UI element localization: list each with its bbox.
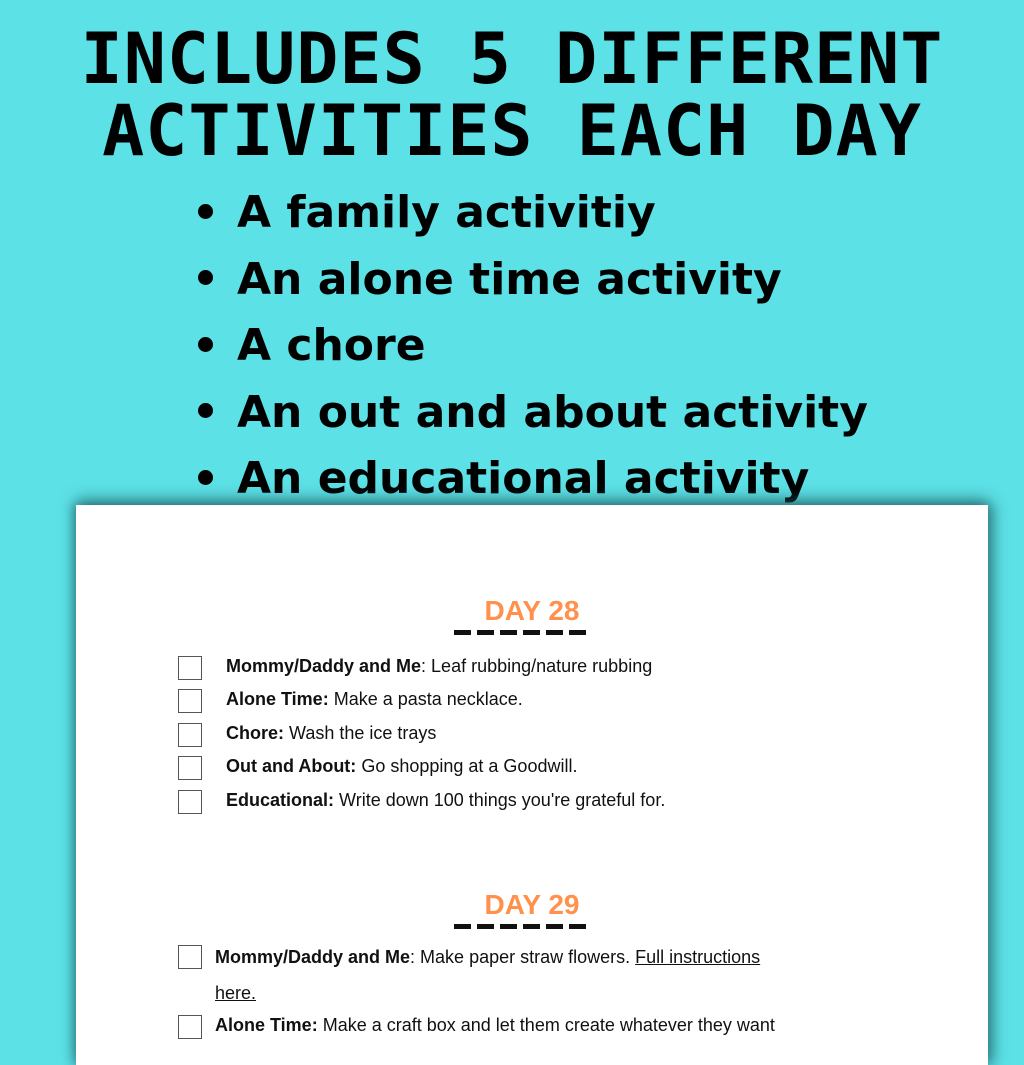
day-title: DAY 28 [484,595,580,626]
bullet-icon [198,204,213,219]
checkbox[interactable] [178,723,202,747]
bullet-item: An out and about activity [198,380,868,447]
checklist-row: Chore: Wash the ice trays [178,723,436,747]
checklist-row: Educational: Write down 100 things you're grateful for. [178,790,665,814]
checkbox[interactable] [178,1015,202,1039]
headline [0,18,1024,172]
checkbox[interactable] [178,756,202,780]
activity-bullet-list [198,180,868,513]
checkbox[interactable] [178,945,202,969]
headline-line-2: ACTIVITIES EACH DAY [102,90,922,172]
headline-line-1: INCLUDES 5 DIFFERENT [80,18,944,100]
checklist-row: Alone Time: Make a pasta necklace. [178,689,523,713]
checkbox[interactable] [178,689,202,713]
dashed-underline [454,924,586,929]
bullet-icon [198,403,213,418]
checklist-row: Mommy/Daddy and Me: Leaf rubbing/nature rubbing [178,656,652,680]
checklist-row: Alone Time: Make a craft box and let them create whatever they want [178,1015,775,1039]
bullet-item: A family activitiy [198,180,868,247]
day-title: DAY 29 [484,889,580,920]
printable-sheet [76,505,988,1065]
bullet-item: A chore [198,313,868,380]
checklist-row: Mommy/Daddy and Me: Make paper straw flowers. Full instructions here. [178,945,760,1011]
dashed-underline [454,630,586,635]
bullet-icon [198,270,213,285]
checkbox[interactable] [178,656,202,680]
bullet-icon [198,470,213,485]
full-instructions-link-continued[interactable]: here. [215,983,257,1003]
bullet-icon [198,337,213,352]
bullet-item: An educational activity [198,446,868,513]
checkbox[interactable] [178,790,202,814]
full-instructions-link[interactable]: Full instructions [635,947,761,967]
checklist-row: Out and About: Go shopping at a Goodwill. [178,756,577,780]
bullet-item: An alone time activity [198,247,868,314]
